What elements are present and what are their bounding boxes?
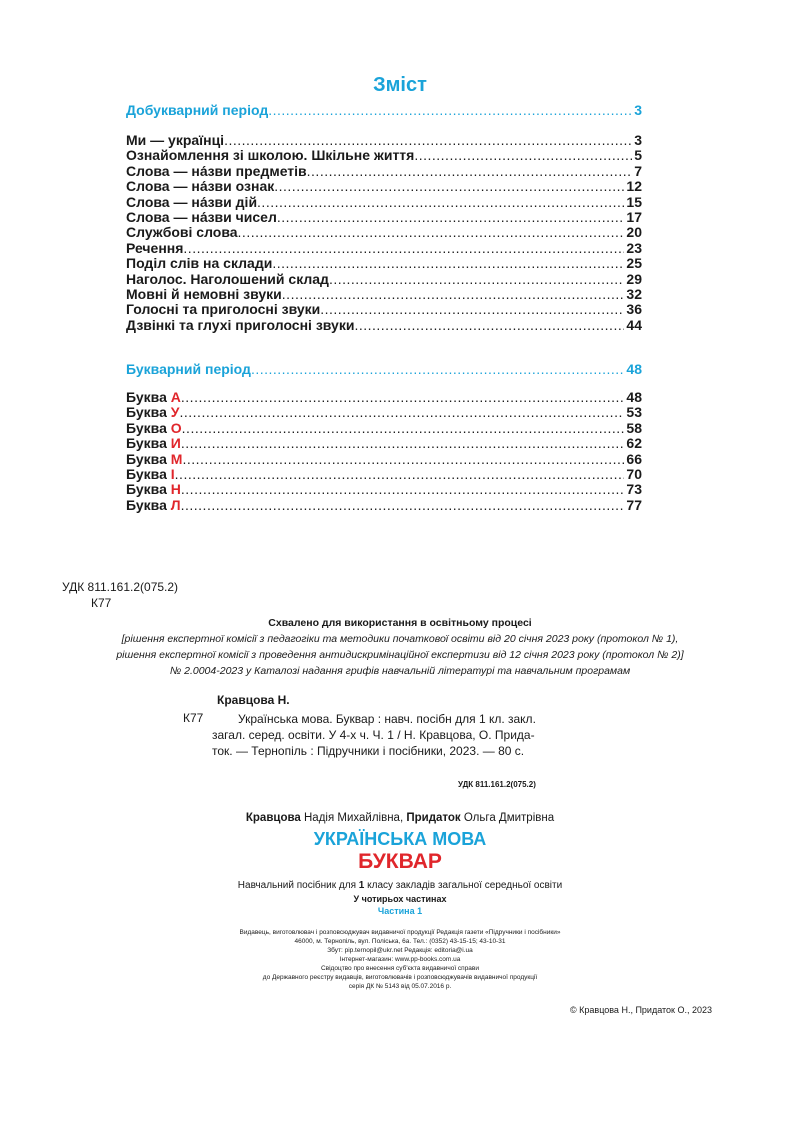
toc-page: 20 <box>626 224 642 241</box>
toc-leader <box>182 420 625 436</box>
toc-item[interactable] <box>126 194 642 210</box>
parts-info: У чотирьох частинах <box>353 894 447 904</box>
publisher-line-1: Видавець, виготовлювач і розповсюджувач видавничої продукції Редакція газети «Підручники і посібники» <box>239 929 561 936</box>
toc-letter-prefix: Буква <box>126 466 171 482</box>
approval-title: Схвалено для використання в освітньому процесі <box>268 617 532 629</box>
toc-item-title <box>126 466 175 482</box>
approval-line-2: рішення експертної комісії з проведення антидискримінаційної експертизи від 12 січня 2023 року (протокол № 2)] <box>116 649 684 661</box>
toc-letter-item[interactable] <box>126 466 642 482</box>
toc-item[interactable] <box>126 255 642 271</box>
toc-leader <box>329 271 624 287</box>
catalog-line-2: загал. серед. освіти. У 4-х ч. Ч. 1 / Н. Кравцова, О. Прида- <box>212 728 535 742</box>
toc-page: 15 <box>626 193 642 210</box>
toc-section-title: Добукварний період <box>126 102 269 118</box>
toc-item-title: Мовні й немовні звуки <box>126 286 282 302</box>
toc-item[interactable] <box>126 317 642 333</box>
toc-page: 62 <box>626 435 642 452</box>
toc-letter: О <box>170 419 182 436</box>
toc-item-title: Дзвінкі та глухі приголосні звуки <box>126 316 355 333</box>
toc-leader <box>180 404 625 420</box>
toc-item[interactable] <box>126 147 642 163</box>
toc-letter-item[interactable] <box>126 497 642 513</box>
publisher-line-2: 46000, м. Тернопіль, вул. Поліська, 6а. Тел.: (0352) 43-15-15; 43-10-31 <box>294 938 506 945</box>
toc-page: 48 <box>626 361 642 377</box>
toc-item-title: Ми — українці <box>126 132 225 148</box>
toc-leader <box>224 132 632 148</box>
toc-item-title: Букварний період <box>126 361 251 377</box>
toc-leader <box>257 194 624 210</box>
catalog-author: Кравцова Н. <box>217 693 290 707</box>
desc-pre: Навчальний посібник для <box>237 880 359 891</box>
toc-item[interactable] <box>126 271 642 287</box>
udk-code-right: УДК 811.161.2(075.2) <box>458 780 536 789</box>
toc-letter-item[interactable] <box>126 481 642 497</box>
toc-leader <box>320 301 624 317</box>
toc-page: 70 <box>626 466 642 482</box>
toc-leader <box>182 451 624 467</box>
publisher-line-5: Свідоцтво про внесення суб'єкта видавничої справи <box>320 965 480 972</box>
toc-letter: Л <box>170 496 181 513</box>
book-description <box>0 880 800 891</box>
publisher-line-7: серія ДК № 5143 від 05.07.2016 р. <box>348 983 452 990</box>
toc-letter-prefix: Буква <box>126 435 171 452</box>
toc-letter-item[interactable] <box>126 404 642 420</box>
toc-page: 25 <box>626 255 642 272</box>
toc-page: 12 <box>626 178 642 195</box>
toc-page: 53 <box>626 404 642 421</box>
toc-leader <box>282 286 625 302</box>
toc-page: 32 <box>626 286 642 302</box>
toc-leader <box>181 481 625 497</box>
toc-page: 36 <box>626 301 642 318</box>
toc-page: 17 <box>626 209 642 225</box>
toc-item[interactable] <box>126 286 642 302</box>
toc-item-title <box>126 389 181 405</box>
toc-letter: М <box>170 450 183 467</box>
toc-title: Зміст <box>373 74 427 96</box>
book-subtitle: БУКВАР <box>358 850 442 873</box>
toc-leader <box>181 435 625 451</box>
toc-letter-prefix: Буква <box>126 419 171 436</box>
toc-letter: У <box>170 404 180 421</box>
toc-section-bukvar[interactable] <box>126 361 642 377</box>
toc-item-title: Службові слова <box>126 224 238 241</box>
toc-letter-item[interactable] <box>126 435 642 451</box>
toc-item-title: Слова — на́зви дій <box>126 193 258 210</box>
toc-section-prebukvar[interactable] <box>126 102 642 118</box>
toc-item[interactable] <box>126 132 642 148</box>
toc-leader <box>354 317 624 333</box>
toc-page: 48 <box>626 389 642 405</box>
publisher-line-4: Інтернет-магазин: www.pp-books.com.ua <box>339 956 461 963</box>
toc-page: 29 <box>626 270 642 287</box>
desc-grade: 1 <box>358 880 365 891</box>
toc-page: 7 <box>634 162 642 179</box>
toc-page: 44 <box>626 316 642 333</box>
toc-letter-prefix: Буква <box>126 450 171 467</box>
toc-item-title: Голосні та приголосні звуки <box>126 301 321 318</box>
toc-letter: І <box>170 466 175 482</box>
publisher-line-3: Збут: pip.ternopil@ukr.net Редакція: editoria@i.ua <box>327 947 473 954</box>
toc-letter-item[interactable] <box>126 451 642 467</box>
toc-item-title: Речення <box>126 239 184 256</box>
approval-line-3: № 2.0004-2023 у Каталозі надання грифів навчальній літературі та навчальним програмам <box>169 665 631 677</box>
toc-leader <box>175 466 625 482</box>
toc-page: 58 <box>626 419 642 436</box>
toc-page: 77 <box>626 496 642 513</box>
toc-leader <box>414 147 632 163</box>
toc-letter-item[interactable] <box>126 420 642 436</box>
part-number: Частина 1 <box>377 906 423 916</box>
toc-letter-prefix: Буква <box>126 389 171 405</box>
catalog-code: К77 <box>183 711 204 725</box>
catalog-entry <box>212 711 608 759</box>
book-title: УКРАЇНСЬКА МОВА <box>313 829 487 849</box>
toc-leader <box>272 255 624 271</box>
desc-post: класу закладів загальної середньої освіти <box>364 880 563 891</box>
toc-item[interactable] <box>126 178 642 194</box>
authors-line <box>0 812 800 824</box>
catalog-line-3: ток. — Тернопіль : Підручники і посібники, 2023. — 80 с. <box>212 744 525 758</box>
toc-item-title: Поділ слів на склади <box>126 255 273 272</box>
toc-item-title <box>126 404 180 420</box>
toc-letter-item[interactable] <box>126 389 642 405</box>
author2-surname: Придаток <box>406 812 461 824</box>
toc-item-title: Наголос. Наголошений склад <box>126 270 329 287</box>
toc-page: 5 <box>634 147 642 164</box>
toc-leader <box>277 209 625 225</box>
toc-leader <box>181 497 625 513</box>
toc-item-title <box>126 497 181 513</box>
author2-name: Ольга Дмитрівна <box>460 812 555 824</box>
toc-item[interactable] <box>126 209 642 225</box>
toc-item-title: Слова — на́зви ознак <box>126 178 275 195</box>
toc-leader <box>251 361 624 377</box>
toc-leader <box>238 224 625 240</box>
toc-letter-prefix: Буква <box>126 481 171 498</box>
copyright: © Кравцова Н., Придаток О., 2023 <box>570 1005 712 1015</box>
toc-item[interactable] <box>126 163 642 179</box>
author-mark: К77 <box>91 596 112 610</box>
toc-page: 3 <box>634 102 642 118</box>
toc-leader <box>268 102 632 118</box>
toc-page: 73 <box>626 481 642 498</box>
author1-name: Надія Михайлівна, <box>300 812 407 824</box>
toc-letter-prefix: Буква <box>126 404 171 421</box>
toc-item-title: Слова — на́зви предметів <box>126 162 307 179</box>
toc-item-title <box>126 451 182 467</box>
toc-item[interactable] <box>126 240 642 256</box>
toc-letter: А <box>170 389 181 405</box>
publisher-info <box>0 928 800 991</box>
toc-letter: Н <box>170 481 181 498</box>
toc-item-title: Ознайомлення зі школою. Шкільне життя <box>126 147 415 164</box>
publisher-line-6: до Державного реєстру видавців, виготовлювачів і розповсюджувачів видавничої продукції <box>262 974 538 981</box>
toc-page: 3 <box>634 132 642 148</box>
toc-letter-prefix: Буква <box>126 496 171 513</box>
udk-code: УДК 811.161.2(075.2) <box>62 580 179 594</box>
toc-item[interactable] <box>126 224 642 240</box>
catalog-line-1: Українська мова. Буквар : навч. посібн для 1 кл. закл. <box>238 712 536 726</box>
toc-leader <box>181 389 625 405</box>
toc-leader <box>274 178 624 194</box>
toc-leader <box>183 240 624 256</box>
author1-surname: Кравцова <box>245 812 301 824</box>
toc-page: 23 <box>626 239 642 256</box>
toc-item[interactable] <box>126 301 642 317</box>
toc-item-title <box>126 435 181 451</box>
toc-leader <box>307 163 633 179</box>
toc-page: 66 <box>626 450 642 467</box>
toc-item-title: Слова — на́зви чисел <box>126 209 277 225</box>
toc-letter: И <box>170 435 181 452</box>
approval-line-1: [рішення експертної комісії з педагогіки та методики початкової освіти від 20 січня 2023 року (протокол № 1), <box>121 633 679 645</box>
toc-item-title <box>126 420 182 436</box>
toc-item-title <box>126 481 181 497</box>
